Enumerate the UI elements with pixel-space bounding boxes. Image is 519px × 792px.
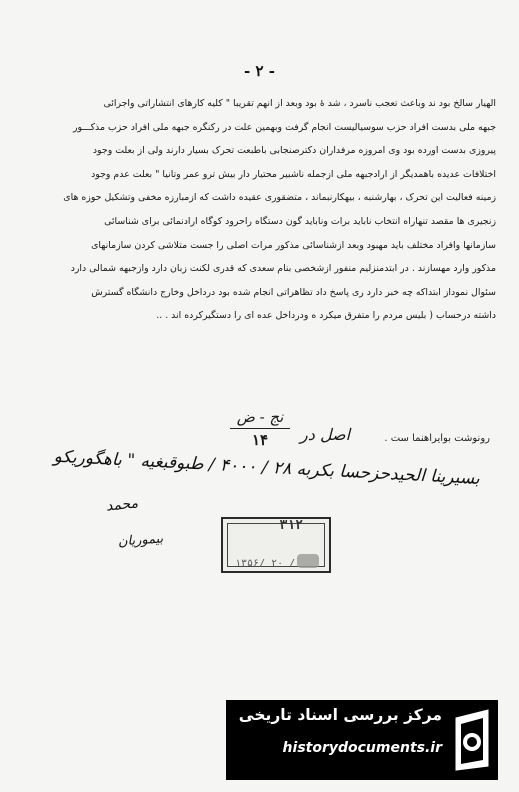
stamp-date: ۱۳۵۶/ ۲۰ / (235, 558, 296, 569)
body-line: اختلافات عدیده باهمدیگر از ارادجبهه ملی ازجمله ناشبیر محتیار دار بیش ترو عمر وتانیا " بعلت عدم وجود (91, 168, 496, 180)
document-body (24, 92, 496, 328)
signature: بیموریان (117, 531, 164, 550)
archive-logo-icon (450, 704, 494, 776)
archive-stamp (221, 517, 331, 573)
footer-title: مرکز بررسی اسناد تاریخی (238, 706, 442, 724)
handwritten-annotation: اصل در (300, 425, 351, 444)
signature: محمد (105, 495, 139, 515)
body-line: مذکور وارد مهسازند . در ابتدمنزلیم منفور ازشخصی بنام سعدی که قدری لکنت زبان دارد وازجبهه شمالی دارد (70, 263, 496, 275)
stamp-smudge (297, 554, 319, 568)
handwritten-line: بسیرینا الحیدحزحسا بکربه ۲۸ / ۴۰۰۰ / طبوقبغیه " باهگوریکو (53, 446, 481, 489)
page-number: - ۲ - (244, 62, 275, 80)
handwritten-fraction (230, 408, 290, 449)
body-line: پیروزی بدست اورده بود وی امروزه مرفداران دکترصنجابی باطبعت تحرک بسیار دارند ولی از بعلت وجود (92, 145, 496, 157)
body-line: زمینه فعالیت این تحرک ، بهارشنبه ، بیهکارنبماند ، متضقوری عقیده داشت که ازمبارزه مخفی وتشکیل حوزه های (63, 192, 496, 204)
body-line: سازمانها وافراد مختلف باید مهبود وبعد ازشناسائی مذکور مرات اصلی را جست متلاشی کردن سازمانهای (91, 239, 496, 251)
copy-note: رونوشت بوایراهنما ست . (384, 433, 490, 444)
body-line: جبهه ملی بدست افراد حزب سوسیالیست انجام گرفت وبهمین علت در رکنگره جبهه ملی افراد حزب مذکـــور (72, 121, 496, 133)
body-line: داشته درحساب ( بلیس مردم را متفرق میکرد ه ودرداخل عده ای را دستگیرکرده اند . .. (156, 310, 496, 322)
fraction-denominator: ۱۴ (251, 431, 269, 449)
fraction-numerator: نج - ض (230, 408, 290, 429)
footer-url: historydocuments.ir (282, 740, 442, 756)
stamp-number: ۳۱۲ (279, 518, 303, 533)
body-line: سئوال نموداز ابتداکه چه خبر دارد ری پاسخ داد تظاهراتی انجام شده بود درداخل وخارج دانشگاه گسترش (91, 286, 496, 298)
body-line: زنجیری ها مقصد تنهاراه انتخاب ناباید برات وناباید گون دستگاه راحرود کوگاه ارادنمائی برای شناسائی (104, 215, 496, 227)
body-line: الهیار سالخ بود ند وباعث تعجب ناسرد ، شد ۀ بود وبعد از انهم تقریبا " کلیه کارهای انتشاراتی واجرائی (103, 98, 496, 109)
